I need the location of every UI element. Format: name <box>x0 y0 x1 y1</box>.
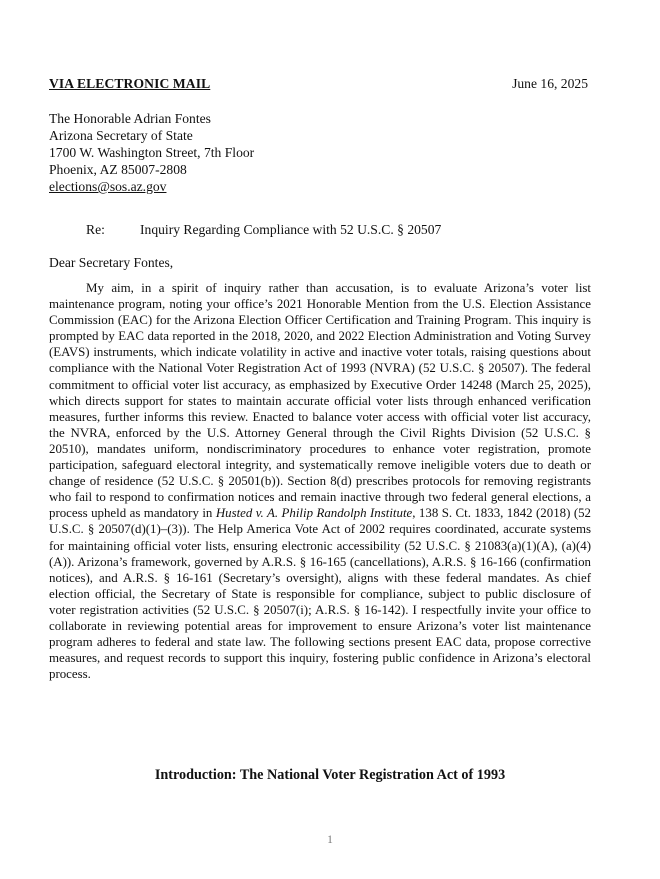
body-paragraph <box>49 280 591 682</box>
body-text-part-2: , 138 S. Ct. 1833, 1842 (2018) (52 U.S.C. § 20507(d)(1)–(3)). The Help America Vote Act of 2002 requires coordinated, accurate systems for maintaining official voter lists, ensuring electronic accessibility (52 U.S.C. § 21083(a)(1)(A), (a)(4)(A)). Arizona’s framework, governed by A.R.S. § 16-165 (cancellations), A.R.S. § 16-166 (confirmation notices), and A.R.S. § 16-161 (Secretary’s oversight), aligns with these federal mandates. As chief election official, the Secretary of State is responsible for compliance, subject to public disclosure of voter registration activities (52 U.S.C. § 20507(i); A.R.S. § 16-142). I respectfully invite your office to collaborate in reviewing potential areas for improvement to ensure Arizona’s voter list maintenance program adheres to federal and state law. The following sections present EAC data, propose corrective measures, and request records to support this inquiry, fostering public confidence in Arizona’s electoral process. <box>49 506 592 682</box>
recipient-city-state-zip: Phoenix, AZ 85007-2808 <box>49 162 187 177</box>
page-number: 1 <box>327 834 333 846</box>
case-citation: Husted v. A. Philip Randolph Institute <box>215 506 413 521</box>
section-heading: Introduction: The National Voter Registration Act of 1993 <box>154 767 506 783</box>
recipient-address <box>49 110 254 195</box>
subject-line <box>86 221 441 239</box>
subject-label: Re: <box>86 222 105 237</box>
salutation: Dear Secretary Fontes, <box>49 255 174 270</box>
recipient-title: Arizona Secretary of State <box>49 128 193 143</box>
letter-date: June 16, 2025 <box>512 76 588 91</box>
recipient-name: The Honorable Adrian Fontes <box>49 111 211 126</box>
letter-header <box>49 75 588 93</box>
recipient-email-link[interactable]: elections@sos.az.gov <box>49 179 167 194</box>
recipient-street: 1700 W. Washington Street, 7th Floor <box>49 145 255 160</box>
delivery-method: VIA ELECTRONIC MAIL <box>49 76 211 91</box>
body-text-part-1: My aim, in a spirit of inquiry rather than accusation, is to evaluate Arizona’s voter list maintenance program, noting your office’s 2021 Honorable Mention from the U.S. Election Assistance Commission (EAC) for the Arizona Election Officer Certification and Training Program. This inquiry is prompted by EAC data reported in the 2018, 2020, and 2022 Election Administration and Voting Survey (EAVS) instruments, which indicate volatility in active and inactive voter totals, raising questions about compliance with the National Voter Registration Act of 1993 (NVRA) (52 U.S.C. § 20507). The federal commitment to official voter list accuracy, as emphasized by Executive Order 14248 (March 25, 2025), which directs support for states to maintain accurate official voter lists through enhanced verification measures, further informs this review. Enacted to balance voter access with official voter list accuracy, the NVRA, enforced by the U.S. Attorney General through the Civil Rights Division (52 U.S.C. § 20510), mandates uniform, nondiscriminatory procedures to enhance voter registration, promote participation, safeguard electoral integrity, and systematically remove ineligible voters due to death or change of residence (52 U.S.C. § 20501(b)). Section 8(d) prescribes protocols for removing registrants who fail to respond to confirmation notices and remain inactive through two federal general elections, a process upheld as mandatory in <box>49 281 591 521</box>
subject-text: Inquiry Regarding Compliance with 52 U.S.C. § 20507 <box>140 222 442 237</box>
